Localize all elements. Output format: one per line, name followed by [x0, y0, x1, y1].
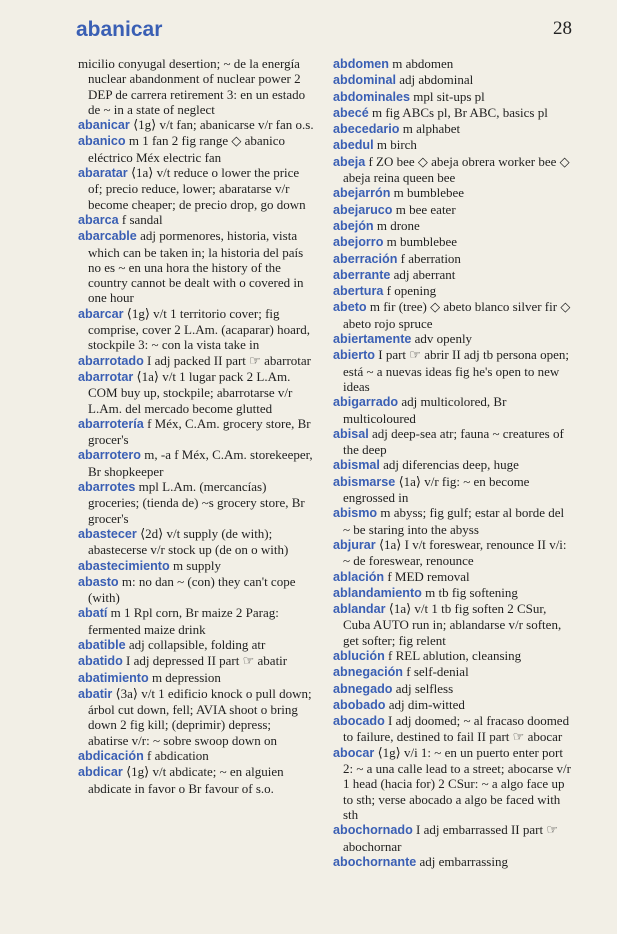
entry-definition: m supply: [172, 557, 221, 573]
entry-headword: abertura: [333, 284, 384, 299]
dictionary-entry: [333, 394, 573, 426]
dictionary-entry: [333, 185, 573, 201]
dictionary-entry: [78, 212, 314, 228]
dictionary-entry: [333, 154, 573, 186]
entry-definition: ⟨2d⟩ v/t supply (de with); abastecerse v/r stock up (de on o with): [88, 525, 289, 558]
dictionary-entry: [78, 306, 314, 353]
entry-headword: abjurar: [333, 537, 376, 552]
entry-definition: adj aberrant: [393, 266, 456, 282]
entry-headword: abarrotería: [78, 416, 144, 431]
dictionary-entry: [333, 218, 573, 234]
dictionary-entry: [78, 353, 314, 369]
dictionary-entry: [333, 681, 573, 697]
entry-definition: m 1 Rpl corn, Br maize 2 Parag: fermented maize drink: [88, 605, 279, 637]
entry-headword: abdomen: [333, 57, 389, 71]
entry-definition: adj deep-sea atr; fauna ~ creatures of the deep: [343, 425, 564, 458]
dictionary-entry: [78, 165, 314, 212]
dictionary-entry: [333, 569, 573, 585]
entry-definition: f Méx, C.Am. grocery store, Br grocer's: [88, 415, 311, 448]
dictionary-entry: [333, 697, 573, 713]
page-number: 28: [553, 18, 572, 39]
entry-definition: ⟨1a⟩ v/t reduce o lower the price of; precio reduce, lower; abaratarse v/r become cheaper; de precio drop, go down: [88, 165, 306, 212]
entry-definition: m abdomen: [392, 56, 454, 71]
dictionary-entry: [333, 822, 573, 854]
entry-headword: aberración: [333, 251, 398, 266]
entry-definition: I adj embarrassed II part ☞ abochornar: [343, 822, 558, 854]
dictionary-entry: [333, 56, 573, 72]
dictionary-entry: [333, 457, 573, 473]
entry-headword: abatimiento: [78, 670, 149, 685]
entry-headword: ablandar: [333, 602, 386, 617]
entry-headword: aberrante: [333, 267, 391, 282]
dictionary-entry: [333, 505, 573, 537]
dictionary-entry: [333, 202, 573, 218]
entry-headword: abecedario: [333, 122, 400, 137]
entry-headword: abeto: [333, 300, 367, 315]
dictionary-entry: [333, 648, 573, 664]
entry-definition: f ZO bee ◇ abeja obrera worker bee ◇ abeja reina queen bee: [343, 153, 570, 186]
entry-definition: m birch: [376, 137, 417, 153]
dictionary-entry: [333, 234, 573, 250]
dictionary-entry: [78, 574, 314, 606]
entry-headword: abatido: [78, 654, 123, 669]
entry-headword: abismal: [333, 458, 380, 473]
entry-definition: I part ☞ abrir II adj tb persona open; está ~ a nuevas ideas fig he's open to new ideas: [343, 347, 569, 394]
entry-definition: adj collapsible, folding atr: [128, 636, 266, 652]
entry-headword: abochornante: [333, 854, 417, 869]
dictionary-entry: [333, 537, 573, 569]
entry-definition: f REL ablution, cleansing: [388, 647, 522, 663]
entry-headword: abnegación: [333, 665, 403, 680]
entry-headword: abanico: [78, 134, 126, 149]
dictionary-entry: [333, 89, 573, 105]
entry-definition: adj dim-witted: [388, 696, 465, 712]
dictionary-entry: [333, 267, 573, 283]
entry-definition: f opening: [386, 283, 437, 299]
entry-definition: m tb fig softening: [425, 584, 518, 600]
entry-definition: adj multicolored, Br multicoloured: [343, 394, 507, 426]
dictionary-entry: [78, 369, 314, 416]
entry-definition: mpl L.Am. (mercancías) groceries; (tienda de) ~s grocery store, Br grocer's: [88, 479, 305, 526]
entry-definition: m fig ABCs pl, Br ABC, basics pl: [371, 104, 548, 120]
dictionary-entry: [333, 299, 573, 331]
dictionary-entry: [78, 748, 314, 764]
dictionary-entry: [333, 426, 573, 458]
dictionary-entry: [78, 133, 314, 165]
entry-headword: abisal: [333, 426, 369, 441]
entry-headword: abarca: [78, 212, 119, 227]
entry-headword: abeja: [333, 154, 366, 169]
dictionary-entry: [78, 416, 314, 448]
entry-headword: abarrotar: [78, 369, 134, 384]
entry-headword: abarrotes: [78, 480, 136, 495]
entry-headword: abastecimiento: [78, 558, 170, 573]
entry-headword: abatí: [78, 606, 108, 621]
entry-headword: abocar: [333, 745, 375, 760]
entry-headword: abatible: [78, 637, 126, 652]
entry-headword: abdominales: [333, 89, 410, 104]
guide-word: abanicar: [76, 18, 163, 41]
entry-definition: ⟨1g⟩ v/i 1: ~ en un puerto enter port 2: ~ a una calle lead to a street; abocarse v/r 1 head (hacia for) 2 CSur: ~ a algo face up to sth; verse abocado a algo be faced with sth: [343, 744, 571, 822]
entry-headword: abasto: [78, 574, 119, 589]
dictionary-entry: [78, 117, 314, 133]
entry-headword: abaratar: [78, 166, 128, 181]
entry-definition: f MED removal: [387, 568, 470, 584]
entry-definition: f self-denial: [406, 664, 469, 680]
entry-headword: abigarrado: [333, 395, 399, 410]
entry-headword: ablandamiento: [333, 585, 422, 600]
dictionary-entry: [78, 686, 314, 748]
entry-headword: abdicar: [78, 765, 123, 780]
dictionary-entry: [78, 228, 314, 305]
entry-headword: abarcable: [78, 229, 137, 244]
dictionary-entry: [333, 745, 573, 822]
entry-headword: abarrotado: [78, 353, 144, 368]
entry-definition: I adj doomed; ~ al fracaso doomed to failure, destined to fail II part ☞ abocar: [343, 713, 570, 745]
dictionary-entry: [333, 347, 573, 394]
entry-headword: abnegado: [333, 681, 393, 696]
dictionary-entry: [333, 713, 573, 745]
entry-definition: m bumblebee: [386, 234, 458, 250]
dictionary-entry: [333, 72, 573, 88]
entry-definition: f sandal: [121, 211, 163, 227]
entry-definition: adv openly: [414, 331, 473, 347]
entry-definition: m 1 fan 2 fig range ◇ abanico eléctrico Méx electric fan: [88, 133, 286, 165]
entry-definition: adj diferencias deep, huge: [383, 457, 519, 473]
dictionary-entry: [333, 331, 573, 347]
dictionary-entry: [78, 447, 314, 479]
dictionary-entry: [333, 585, 573, 601]
dictionary-entry: [78, 56, 314, 117]
entry-definition: ⟨1a⟩ v/r fig: ~ en become engrossed in: [343, 473, 530, 506]
dictionary-entry: [78, 764, 314, 796]
entry-headword: abocado: [333, 714, 385, 729]
entry-definition: adj pormenores, historia, vista which can be taken in; la historia del país no es ~ en una hora the history of the country cannot be dealt with o covered in one hour: [88, 228, 304, 306]
dictionary-entry: [78, 479, 314, 526]
dictionary-entry: [333, 474, 573, 506]
entry-headword: abochornado: [333, 823, 413, 838]
entry-headword: abismo: [333, 506, 378, 521]
entry-definition: mpl sit-ups pl: [413, 88, 485, 104]
entry-headword: abejón: [333, 218, 374, 233]
dictionary-entry: [333, 601, 573, 648]
right-column: [333, 56, 573, 870]
entry-definition: m depression: [151, 669, 221, 685]
dictionary-entry: [333, 854, 573, 870]
entry-headword: abejarrón: [333, 186, 391, 201]
dictionary-entry: [333, 105, 573, 121]
entry-definition: f aberration: [400, 250, 461, 266]
entry-definition: f abdication: [147, 748, 209, 764]
entry-definition: I adj depressed II part ☞ abatir: [126, 653, 288, 669]
entry-definition: m fir (tree) ◇ abeto blanco silver fir ◇ abeto rojo spruce: [343, 299, 571, 331]
entry-definition: ⟨1g⟩ v/t abdicate; ~ en alguien abdicate in favor o Br favour of s.o.: [88, 764, 284, 796]
dictionary-entry: [78, 558, 314, 574]
entry-headword: abierto: [333, 348, 375, 363]
entry-definition: ⟨1g⟩ v/t fan; abanicarse v/r fan o.s.: [133, 117, 314, 133]
entry-headword: abdominal: [333, 73, 396, 88]
dictionary-entry: [78, 605, 314, 637]
entry-definition: ⟨3a⟩ v/t 1 edificio knock o pull down; árbol cut down, fell; AVIA shoot o bring down 2 fig kill; (deprimir) depress; abatirse v/r: ~ sobre swoop down on: [88, 685, 312, 748]
entry-headword: abedul: [333, 138, 374, 153]
dictionary-entry: [333, 137, 573, 153]
dictionary-entry: [78, 526, 314, 558]
entry-definition: m abyss; fig gulf; estar al borde del ~ be staring into the abyss: [343, 505, 565, 537]
entry-headword: ablación: [333, 569, 385, 584]
entry-definition: m alphabet: [402, 121, 461, 137]
entry-definition: ⟨1a⟩ v/t 1 lugar pack 2 L.Am. COM buy up, stockpile; abarrotarse v/r L.Am. del mercado become glutted: [88, 368, 293, 416]
entry-definition: m bee eater: [395, 201, 456, 217]
entry-headword: abdicación: [78, 749, 144, 764]
dictionary-entry: [333, 121, 573, 137]
dictionary-entry: [333, 283, 573, 299]
entry-headword: abiertamente: [333, 332, 412, 347]
dictionary-entry: [78, 653, 314, 669]
entry-headword: abastecer: [78, 526, 137, 541]
entry-definition: I adj packed II part ☞ abarrotar: [147, 352, 311, 368]
entry-headword: abobado: [333, 697, 386, 712]
entry-headword: abarrotero: [78, 448, 141, 463]
dictionary-entry: [78, 637, 314, 653]
entry-definition: adj selfless: [395, 680, 454, 696]
entry-definition: micilio conyugal desertion; ~ de la energía nuclear abandonment of nuclear power 2 DEP de carrera retirement 3: en un estado de ~ in a state of neglect: [78, 56, 306, 117]
entry-definition: ⟨1a⟩ v/t 1 tb fig soften 2 CSur, Cuba AUTO run in; ablandarse v/r soften, get softer; fig relent: [343, 601, 562, 648]
entry-headword: abanicar: [78, 118, 130, 133]
entry-headword: abejaruco: [333, 202, 393, 217]
left-column: [78, 56, 314, 796]
entry-definition: m, -a f Méx, C.Am. storekeeper, Br shopkeeper: [88, 447, 313, 479]
dictionary-entry: [78, 670, 314, 686]
entry-headword: abejorro: [333, 235, 384, 250]
entry-definition: m bumblebee: [393, 185, 465, 201]
entry-headword: abecé: [333, 105, 369, 120]
entry-definition: adj embarrassing: [419, 853, 508, 869]
entry-definition: m drone: [376, 217, 420, 233]
entry-definition: ⟨1a⟩ I v/t foreswear, renounce II v/i: ~ de foreswear, renounce: [343, 536, 567, 569]
dictionary-entry: [333, 664, 573, 680]
entry-definition: ⟨1g⟩ v/t 1 territorio cover; fig comprise, cover 2 L.Am. (acaparar) hoard, stockpile 3: ~ con la vista take in: [88, 305, 310, 353]
entry-headword: abarcar: [78, 306, 124, 321]
entry-headword: ablución: [333, 648, 385, 663]
entry-headword: abatir: [78, 686, 113, 701]
dictionary-entry: [333, 251, 573, 267]
entry-definition: m: no dan ~ (con) they can't cope (with): [88, 573, 296, 606]
entry-definition: adj abdominal: [399, 72, 474, 88]
entry-headword: abismarse: [333, 474, 396, 489]
